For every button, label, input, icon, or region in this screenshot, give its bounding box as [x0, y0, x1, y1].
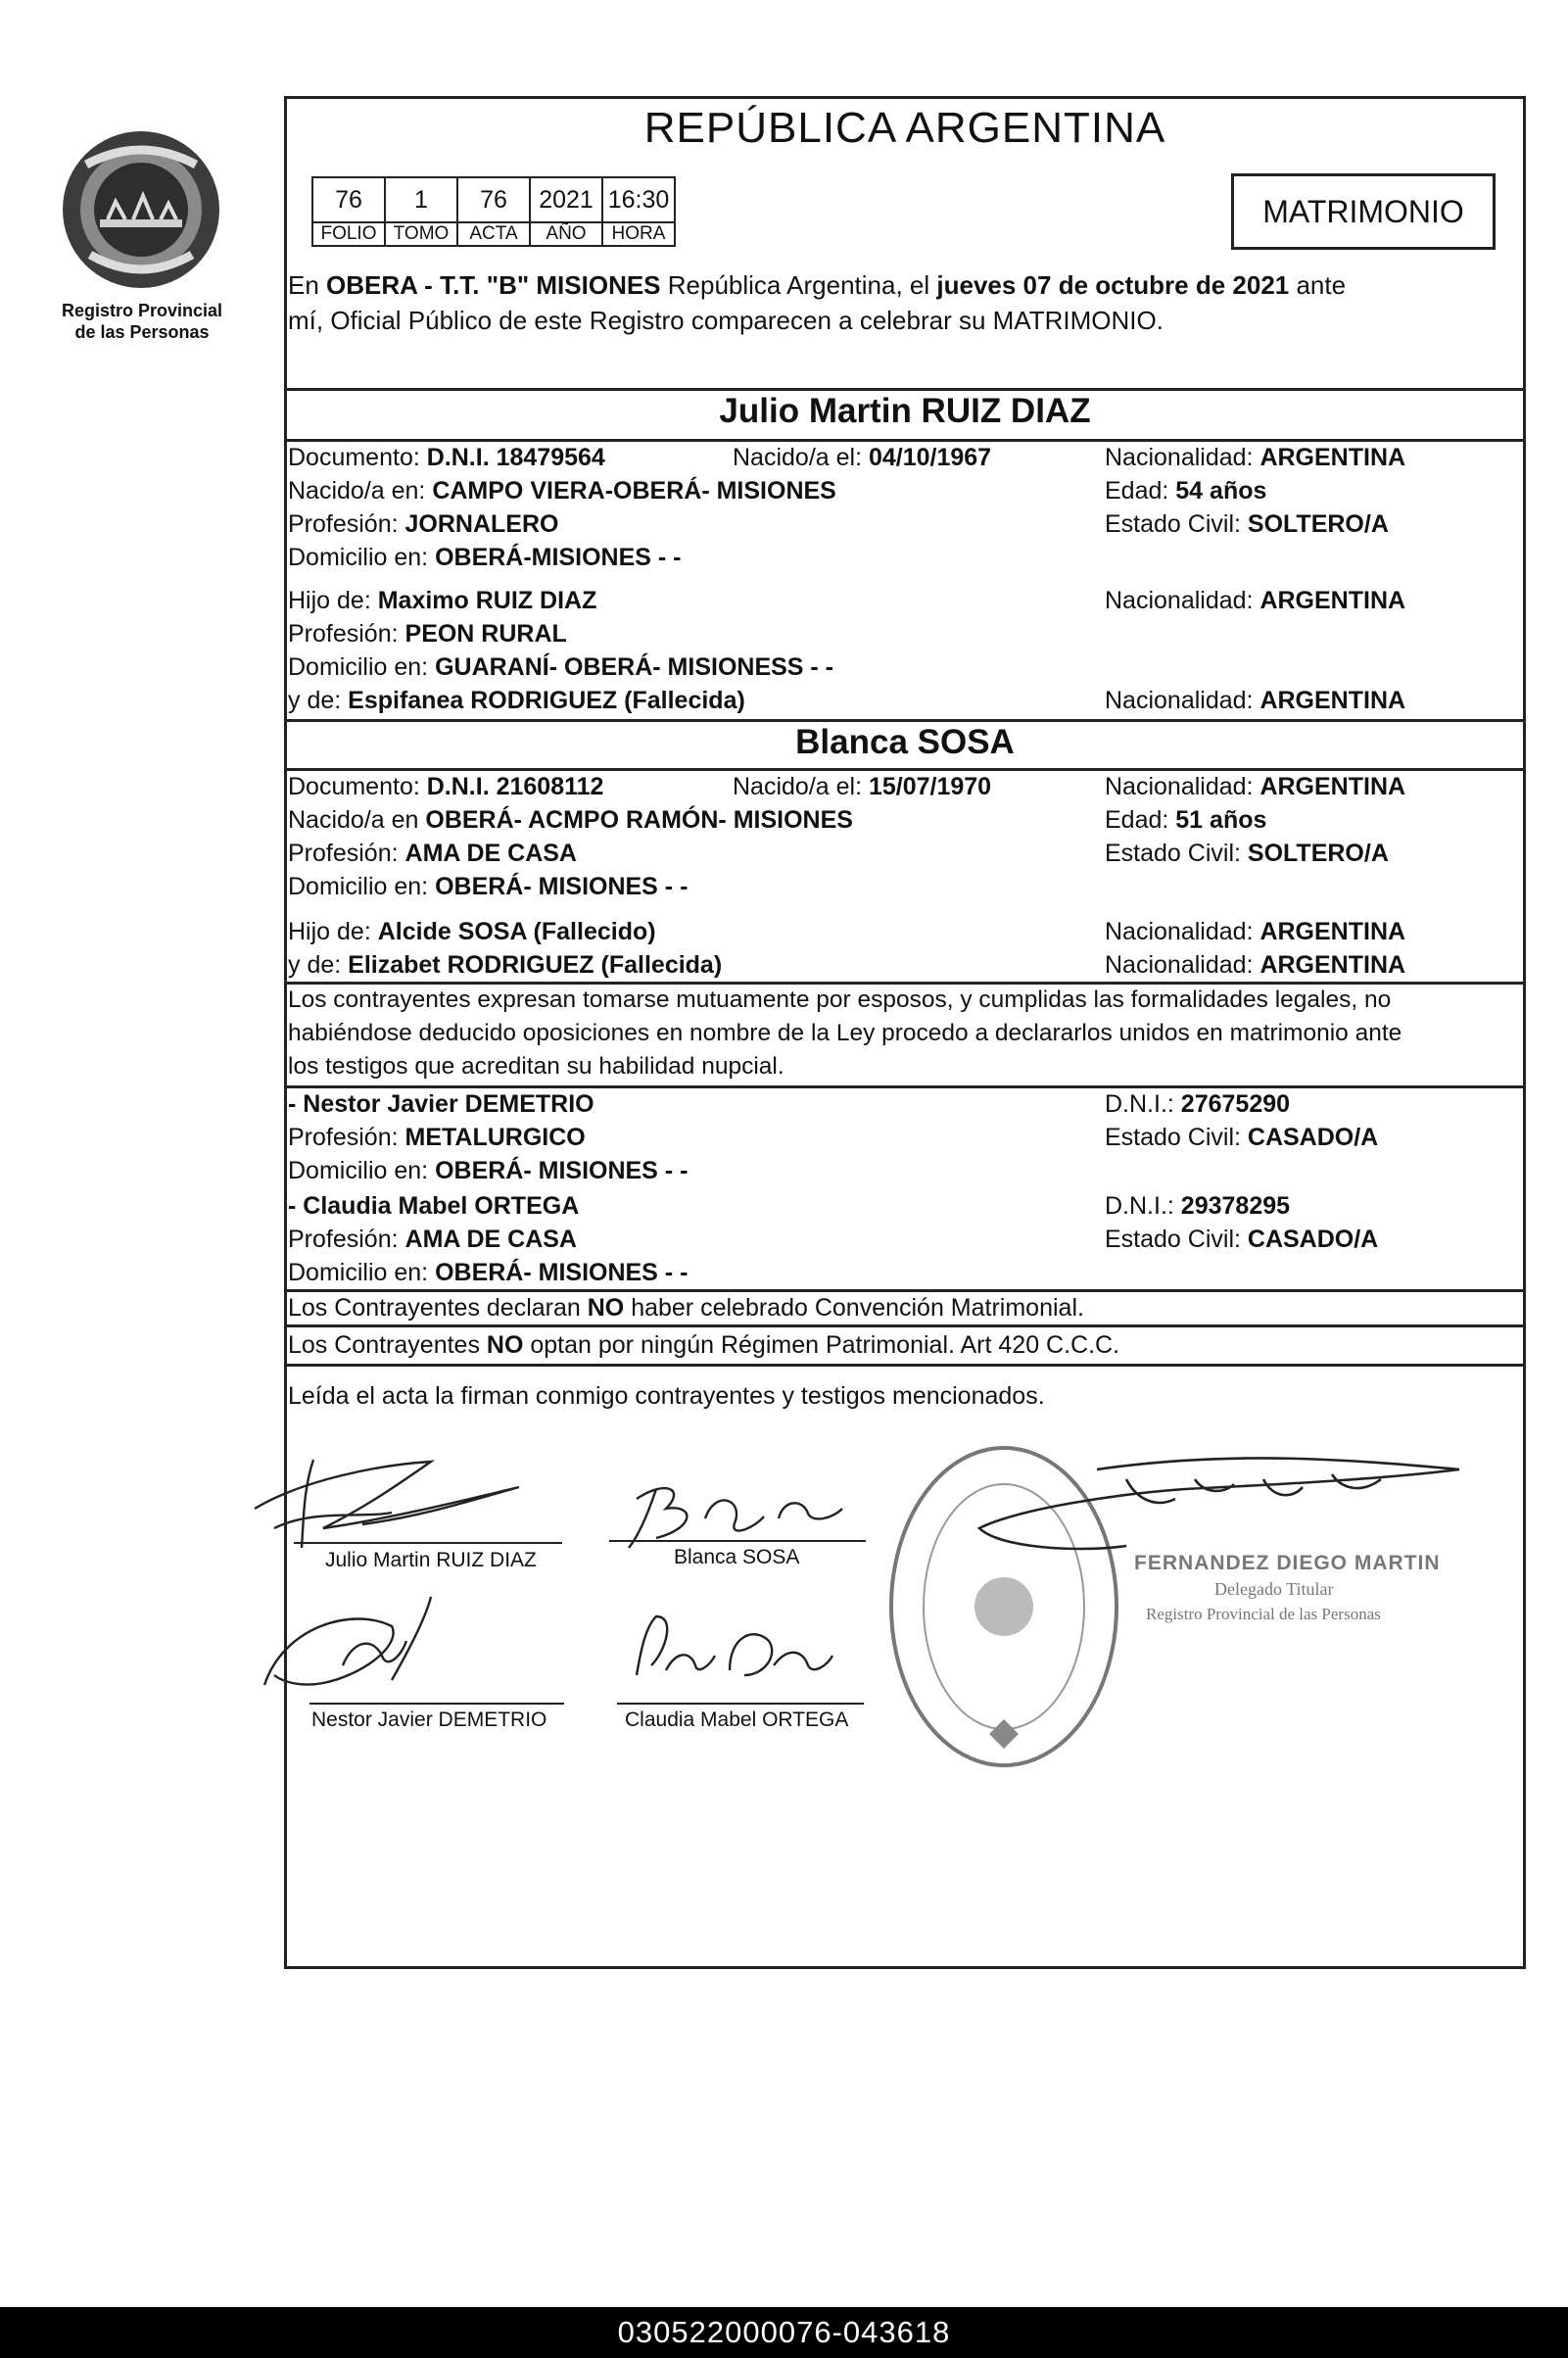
bride-birthplace: [288, 803, 853, 837]
groom-birthplace: [288, 474, 836, 507]
field-value: 51 años: [1175, 806, 1267, 834]
tomo-value: 1: [385, 177, 457, 222]
folio-value: 76: [312, 177, 385, 222]
bride-civil-status: [1105, 837, 1389, 870]
field-label: Estado Civil:: [1105, 510, 1248, 538]
field-label: Nacionalidad:: [1105, 444, 1260, 471]
signature-scribbles: [245, 1430, 930, 1754]
groom-father: [288, 584, 596, 617]
bride-father-nationality: [1105, 915, 1405, 948]
field-value: 54 años: [1175, 477, 1267, 505]
divider: [284, 388, 1526, 391]
field-label: D.N.I.:: [1105, 1090, 1181, 1118]
field-label: Domicilio en:: [288, 1259, 436, 1286]
field-value: CASADO/A: [1247, 1226, 1379, 1253]
witness-2-profession: [288, 1223, 577, 1256]
groom-mother-nationality: [1105, 684, 1405, 717]
field-value: Espifanea RODRIGUEZ (Fallecida): [348, 687, 745, 714]
intro-date: jueves 07 de octubre de 2021: [936, 270, 1290, 300]
groom-nationality: [1105, 441, 1405, 474]
closing-text: Leída el acta la firman conmigo contrayentes y testigos mencionados.: [288, 1382, 1045, 1410]
field-label: Nacido/a en:: [288, 477, 433, 505]
intro-text: En: [288, 270, 327, 300]
year-value: 2021: [530, 177, 602, 222]
tomo-label: TOMO: [385, 222, 457, 246]
document-code: 030522000076-043618: [0, 2307, 1568, 2358]
bride-mother-nationality: [1105, 948, 1405, 982]
field-value: OBERÁ- ACMPO RAMÓN- MISIONES: [425, 806, 853, 834]
hour-value: 16:30: [602, 177, 675, 222]
field-value: CAMPO VIERA-OBERÁ- MISIONES: [432, 477, 836, 505]
groom-birthdate: [733, 441, 991, 474]
signature-line: [294, 1542, 562, 1544]
witness-1-name: - Nestor Javier DEMETRIO: [288, 1090, 594, 1118]
groom-domicile: [288, 541, 681, 574]
field-label: Domicilio en:: [288, 544, 436, 571]
convention-line-2: [288, 1328, 1119, 1362]
bride-profession: [288, 837, 577, 870]
field-label: Documento:: [288, 773, 427, 800]
witness-2-signature-label: Claudia Mabel ORTEGA: [625, 1708, 849, 1731]
declaration-line-2: habiéndose deducido oposiciones en nombre de la Ley procedo a declararlos unidos en matrimonio ante: [288, 1020, 1402, 1046]
field-value: Alcide SOSA (Fallecido): [377, 918, 656, 945]
intro-place: OBERA - T.T. "B" MISIONES: [326, 270, 661, 300]
field-value: SOLTERO/A: [1247, 510, 1389, 538]
bride-mother: [288, 948, 722, 982]
field-value: OBERÁ- MISIONES - -: [435, 1157, 689, 1184]
field-label: Domicilio en:: [288, 653, 436, 681]
witness-1-dni: [1105, 1087, 1290, 1121]
field-value: Maximo RUIZ DIAZ: [377, 587, 597, 614]
witness-1-profession: [288, 1121, 586, 1154]
field-label: Nacionalidad:: [1105, 918, 1260, 945]
field-value: 15/07/1970: [868, 773, 992, 800]
field-value: ARGENTINA: [1259, 918, 1406, 945]
province-seal-icon: [57, 125, 225, 294]
agency-label: [39, 300, 245, 343]
field-value: ARGENTINA: [1259, 444, 1406, 471]
field-value: OBERÁ-MISIONES - -: [435, 544, 682, 571]
field-label: Hijo de:: [288, 587, 378, 614]
groom-signature-label: Julio Martin RUIZ DIAZ: [325, 1549, 537, 1571]
field-value: ARGENTINA: [1259, 773, 1406, 800]
bride-name: Blanca SOSA: [795, 723, 1015, 761]
bride-signature: [629, 1488, 842, 1548]
field-value: OBERÁ- MISIONES - -: [435, 1259, 689, 1286]
field-label: Profesión:: [288, 620, 405, 648]
groom-age: [1105, 474, 1266, 507]
act-type-label: MATRIMONIO: [1262, 193, 1464, 229]
acta-value: 76: [457, 177, 530, 222]
field-label: Hijo de:: [288, 918, 378, 945]
field-label: Edad:: [1105, 477, 1176, 505]
bride-document: [288, 770, 603, 803]
witness-1-signature: [264, 1597, 431, 1685]
official-agency: Registro Provincial de las Personas: [1146, 1605, 1381, 1623]
witness-2-signature: [637, 1616, 832, 1675]
intro-text: ante: [1289, 270, 1347, 300]
official-signature: [940, 1440, 1469, 1616]
field-value: 04/10/1967: [868, 444, 992, 471]
field-label: Nacionalidad:: [1105, 951, 1260, 979]
bride-domicile: [288, 870, 688, 903]
divider: [284, 1364, 1526, 1367]
divider: [284, 719, 1526, 722]
convention-text: haber celebrado Convención Matrimonial.: [624, 1294, 1084, 1322]
signature-line: [309, 1703, 564, 1705]
groom-father-domicile: [288, 650, 833, 684]
field-value: ARGENTINA: [1259, 687, 1406, 714]
field-value: D.N.I. 21608112: [426, 773, 604, 800]
bride-nationality: [1105, 770, 1405, 803]
field-label: Nacionalidad:: [1105, 773, 1260, 800]
province-seal: [57, 125, 225, 294]
field-label: Profesión:: [288, 1226, 405, 1253]
intro-text: República Argentina, el: [660, 270, 937, 300]
groom-name: Julio Martin RUIZ DIAZ: [719, 392, 1091, 430]
witness-2-civil-status: [1105, 1223, 1378, 1256]
field-value: GUARANÍ- OBERÁ- MISIONESS - -: [435, 653, 834, 681]
witness-2-name: - Claudia Mabel ORTEGA: [288, 1192, 580, 1220]
field-value: JORNALERO: [404, 510, 559, 538]
field-label: Domicilio en:: [288, 873, 436, 900]
field-label: Nacido/a en: [288, 806, 426, 834]
field-value: Elizabet RODRIGUEZ (Fallecida): [348, 951, 723, 979]
act-type-badge: [1231, 173, 1496, 250]
field-label: Domicilio en:: [288, 1157, 436, 1184]
field-value: CASADO/A: [1247, 1124, 1379, 1151]
witness-2-dni: [1105, 1189, 1290, 1223]
bride-signature-label: Blanca SOSA: [674, 1546, 800, 1568]
declaration-line-1: Los contrayentes expresan tomarse mutuamente por esposos, y cumplidas las formalidades legales, no: [288, 987, 1392, 1013]
groom-father-nationality: [1105, 584, 1405, 617]
groom-civil-status: [1105, 507, 1389, 541]
bride-birthdate: [733, 770, 991, 803]
field-value: 29378295: [1180, 1192, 1291, 1220]
field-label: Nacionalidad:: [1105, 587, 1260, 614]
field-label: Profesión:: [288, 840, 405, 867]
field-value: AMA DE CASA: [404, 1226, 577, 1253]
signature-line: [617, 1703, 864, 1705]
intro-line-1: [288, 268, 1346, 302]
field-label: Nacionalidad:: [1105, 687, 1260, 714]
convention-no: NO: [486, 1331, 524, 1359]
field-value: OBERÁ- MISIONES - -: [435, 873, 689, 900]
page-title: REPÚBLICA ARGENTINA: [643, 104, 1166, 152]
field-value: D.N.I. 18479564: [426, 444, 605, 471]
field-label: y de:: [288, 687, 349, 714]
official-role: Delegado Titular: [1214, 1579, 1334, 1599]
convention-text: Los Contrayentes: [288, 1331, 487, 1359]
field-value: ARGENTINA: [1259, 951, 1406, 979]
field-label: Documento:: [288, 444, 427, 471]
agency-line-1: Registro Provincial: [61, 301, 223, 320]
year-label: AÑO: [530, 222, 602, 246]
field-value: SOLTERO/A: [1247, 840, 1389, 867]
field-value: ARGENTINA: [1259, 587, 1406, 614]
convention-text: optan por ningún Régimen Patrimonial. Art 420 C.C.C.: [523, 1331, 1120, 1359]
field-label: Estado Civil:: [1105, 1226, 1248, 1253]
convention-line-1: [288, 1291, 1084, 1324]
field-label: D.N.I.:: [1105, 1192, 1181, 1220]
bride-father: [288, 915, 656, 948]
groom-document: [288, 441, 605, 474]
declaration-line-3: los testigos que acreditan su habilidad nupcial.: [288, 1053, 784, 1080]
witness-1-domicile: [288, 1154, 688, 1187]
field-label: Estado Civil:: [1105, 1124, 1248, 1151]
field-value: AMA DE CASA: [404, 840, 577, 867]
bride-age: [1105, 803, 1266, 837]
groom-father-profession: [288, 617, 567, 650]
signature-line: [609, 1540, 866, 1542]
field-value: METALURGICO: [404, 1124, 586, 1151]
registry-table: [311, 176, 676, 247]
convention-no: NO: [587, 1294, 625, 1322]
groom-profession: [288, 507, 558, 541]
folio-label: FOLIO: [312, 222, 385, 246]
groom-signature: [255, 1460, 519, 1548]
field-value: PEON RURAL: [404, 620, 567, 648]
intro-line-2: mí, Oficial Público de este Registro comparecen a celebrar su MATRIMONIO.: [288, 306, 1164, 335]
field-label: Edad:: [1105, 806, 1176, 834]
agency-line-2: de las Personas: [74, 322, 210, 342]
official-name: FERNANDEZ DIEGO MARTIN: [1134, 1552, 1441, 1574]
witness-1-civil-status: [1105, 1121, 1378, 1154]
hour-label: HORA: [602, 222, 675, 246]
field-label: Estado Civil:: [1105, 840, 1248, 867]
divider: [284, 1324, 1526, 1327]
field-value: 27675290: [1180, 1090, 1291, 1118]
field-label: Nacido/a el:: [733, 773, 869, 800]
acta-label: ACTA: [457, 222, 530, 246]
field-label: Nacido/a el:: [733, 444, 869, 471]
groom-mother: [288, 684, 745, 717]
field-label: Profesión:: [288, 510, 405, 538]
witness-2-domicile: [288, 1256, 688, 1289]
convention-text: Los Contrayentes declaran: [288, 1294, 588, 1322]
field-label: y de:: [288, 951, 349, 979]
field-label: Profesión:: [288, 1124, 405, 1151]
witness-1-signature-label: Nestor Javier DEMETRIO: [311, 1708, 547, 1731]
